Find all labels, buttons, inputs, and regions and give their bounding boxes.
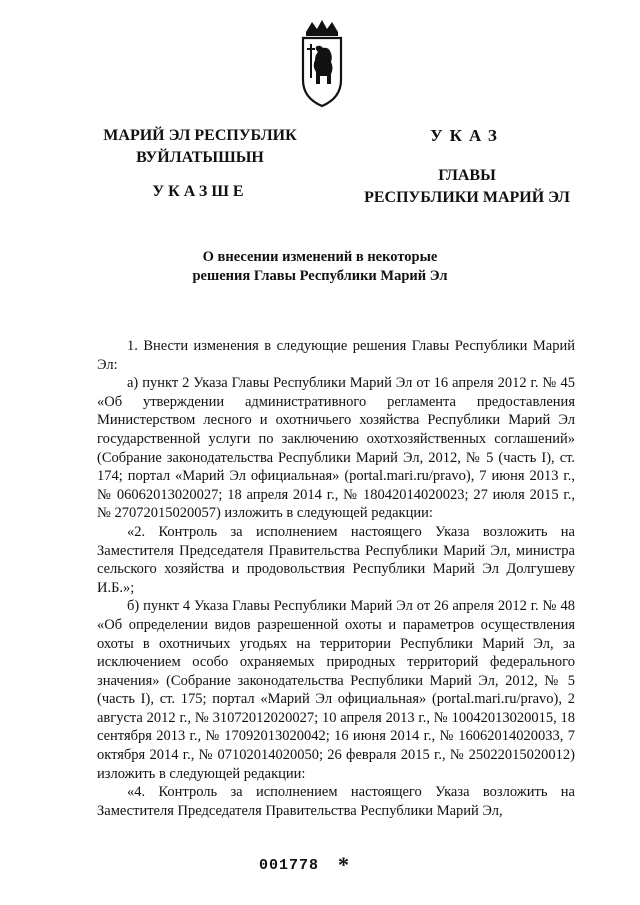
issuer-russian-line-3: РЕСПУБЛИКИ МАРИЙ ЭЛ <box>364 189 570 206</box>
paragraph: «4. Контроль за исполнением настоящего Указа возложить на Заместителя Председателя Правительства Республики Марий Эл, <box>97 784 575 819</box>
paragraph: «2. Контроль за исполнением настоящего Указа возложить на Заместителя Председателя Правительства Республики Марий Эл, министра сельского хозяйства и продовольствия Республики Марий Эл Долгушеву И.Б.»; <box>97 523 575 596</box>
issuer-russian-line-2: ГЛАВЫ <box>438 167 496 184</box>
issuer-mari-decree: УКАЗШЕ <box>152 183 248 200</box>
coat-of-arms-icon <box>298 18 346 108</box>
form-serial-number: 001778 <box>259 857 320 874</box>
title-line-2: решения Главы Республики Марий Эл <box>192 268 448 284</box>
issuer-mari-line-1: МАРИЙ ЭЛ РЕСПУБЛИК <box>103 127 297 144</box>
issuer-block-mari <box>95 125 305 203</box>
document-body <box>97 337 575 820</box>
asterisk-mark: * <box>338 852 349 877</box>
paragraph: 1. Внести изменения в следующие решения Главы Республики Марий Эл: <box>97 338 575 373</box>
title-line-1: О внесении изменений в некоторые <box>202 249 438 265</box>
decree-label: УКАЗ <box>430 126 504 145</box>
paragraph: а) пункт 2 Указа Главы Республики Марий Эл от 16 апреля 2012 г. № 45 «Об утверждении административного регламента предоставления Министерством лесного и охотничьего хозяйства Республики Марий Эл государственной услуги по заключению охотхозяйственных соглашений» (Собрание законодательства Республики Марий Эл, 2012, № 5 (часть I), ст. 174; портал «Марий Эл официальная» (portal.mari.ru/pravo), 7 июня 2013 г., № 06062013020027; 18 апреля 2014 г., № 18042014020023; 27 июля 2015 г., № 27072015020057) изложить в следующей редакции: <box>97 375 575 522</box>
issuer-mari-line-2: ВУЙЛАТЫШЫН <box>136 149 264 166</box>
document-title <box>150 248 490 286</box>
paragraph: б) пункт 4 Указа Главы Республики Марий Эл от 26 апреля 2012 г. № 48 «Об определении видов разрешенной охоты и параметров осуществления охоты в охотничьих угодьях на территории Республики Марий Эл, за исключением особо охраняемых природных территорий федерального значения» (Собрание законодательства Республики Марий Эл, 2012, № 5 (часть I), ст. 175; портал «Марий Эл официальная» (portal.mari.ru/pravo), 2 августа 2012 г., № 31072012020027; 10 апреля 2013 г., № 10042013020015, 18 сентября 2013 г., № 17092013020042; 16 июня 2014 г., № 16062014020033, 7 октября 2014 г., № 07102014020050; 26 февраля 2015 г., № 25022015020012) изложить в следующей редакции: <box>97 598 575 782</box>
issuer-block-russian <box>352 125 582 209</box>
